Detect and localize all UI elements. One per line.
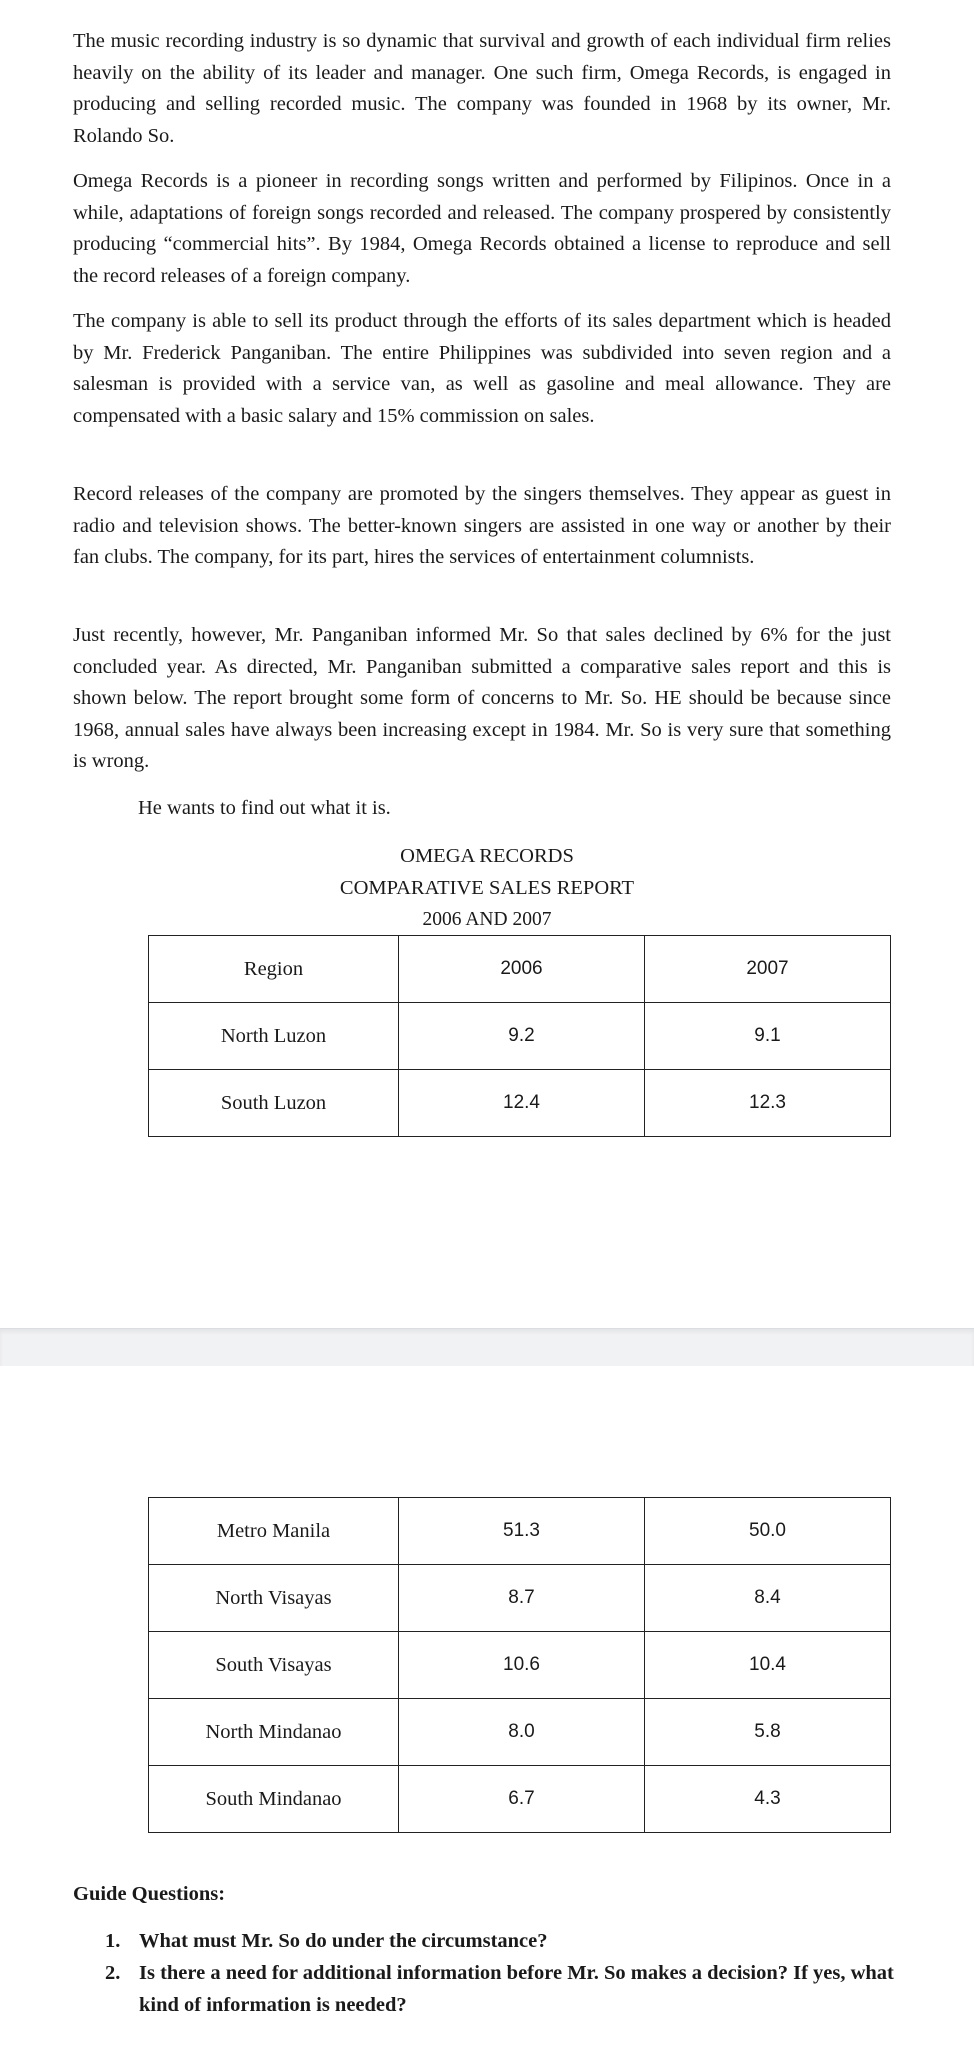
table-row xyxy=(149,1003,891,1070)
sales-2007-cell: 12.3 xyxy=(645,1070,891,1137)
question-number: 2. xyxy=(105,1962,121,1984)
question-number: 1. xyxy=(105,1930,121,1952)
paragraph-sales-department: The company is able to sell its product through the efforts of its sales department which is headed by Mr. Frederick Panganiban. The entire Philippines was subdivided into seven region and a salesman is provided with a service van, as well as gasoline and meal allowance. They are compensated with a basic salary and 15% commission on sales. xyxy=(73,310,891,427)
sales-2007-cell: 50.0 xyxy=(645,1498,891,1565)
sales-2006-cell: 10.6 xyxy=(399,1632,645,1699)
report-years: 2006 AND 2007 xyxy=(422,909,552,930)
region-cell: North Visayas xyxy=(149,1565,399,1632)
table-row xyxy=(149,1766,891,1833)
sales-table-part-1 xyxy=(148,935,891,1137)
list-item xyxy=(105,1925,895,1957)
region-cell: South Luzon xyxy=(149,1070,399,1137)
paragraph-decline: Just recently, however, Mr. Panganiban informed Mr. So that sales declined by 6% for the just concluded year. As directed, Mr. Panganiban submitted a comparative sales report and this is shown below. The report brought some form of concerns to Mr. So. HE should be because since 1968, annual sales have always been increasing except in 1984. Mr. So is very sure that something is wrong. xyxy=(73,624,891,772)
sales-2006-cell: 51.3 xyxy=(399,1498,645,1565)
region-cell: North Mindanao xyxy=(149,1699,399,1766)
table-row xyxy=(149,1070,891,1137)
guide-questions-list xyxy=(105,1925,895,2021)
page-separator xyxy=(0,1328,974,1367)
paragraph-history: Omega Records is a pioneer in recording songs written and performed by Filipinos. Once in a while, adaptations of foreign songs recorded and released. The company prospered by consistently producing “commercial hits”. By 1984, Omega Records obtained a license to reproduce and sell the record releases of a foreign company. xyxy=(73,170,891,287)
sales-2007-cell: 8.4 xyxy=(645,1565,891,1632)
region-cell: South Visayas xyxy=(149,1632,399,1699)
question-text: What must Mr. So do under the circumstance? xyxy=(139,1930,548,1952)
region-cell: Metro Manila xyxy=(149,1498,399,1565)
header-2006: 2006 xyxy=(399,936,645,1003)
region-cell: North Luzon xyxy=(149,1003,399,1070)
sales-table-part-2 xyxy=(148,1497,891,1833)
table-row xyxy=(149,1565,891,1632)
sales-2006-cell: 8.7 xyxy=(399,1565,645,1632)
sales-2006-cell: 9.2 xyxy=(399,1003,645,1070)
sales-2007-cell: 4.3 xyxy=(645,1766,891,1833)
table-row xyxy=(149,1498,891,1565)
sales-2007-cell: 9.1 xyxy=(645,1003,891,1070)
paragraph-intro: The music recording industry is so dynamic that survival and growth of each individual firm relies heavily on the ability of its leader and manager. One such firm, Omega Records, is engaged in producing and selling recorded music. The company was founded in 1968 by its owner, Mr. Rolando So. xyxy=(73,30,891,147)
sales-2007-cell: 10.4 xyxy=(645,1632,891,1699)
report-company: OMEGA RECORDS xyxy=(400,845,574,867)
sales-2007-cell: 5.8 xyxy=(645,1699,891,1766)
header-2007: 2007 xyxy=(645,936,891,1003)
sales-2006-cell: 12.4 xyxy=(399,1070,645,1137)
table-header-row xyxy=(149,936,891,1003)
guide-questions-title: Guide Questions: xyxy=(73,1883,226,1905)
table-row xyxy=(149,1699,891,1766)
region-cell: South Mindanao xyxy=(149,1766,399,1833)
paragraph-promotion: Record releases of the company are promoted by the singers themselves. They appear as guest in radio and television shows. The better-known singers are assisted in one way or another by their fan clubs. The company, for its part, hires the services of entertainment columnists. xyxy=(73,483,891,568)
question-text: Is there a need for additional information before Mr. So makes a decision? If yes, what kind of information is needed? xyxy=(139,1962,894,2016)
report-heading xyxy=(0,840,974,936)
header-region: Region xyxy=(149,936,399,1003)
sales-2006-cell: 8.0 xyxy=(399,1699,645,1766)
report-title: COMPARATIVE SALES REPORT xyxy=(339,877,635,899)
table-row xyxy=(149,1632,891,1699)
list-item xyxy=(105,1957,895,2021)
paragraph-goal: He wants to find out what it is. xyxy=(138,797,391,819)
sales-2006-cell: 6.7 xyxy=(399,1766,645,1833)
